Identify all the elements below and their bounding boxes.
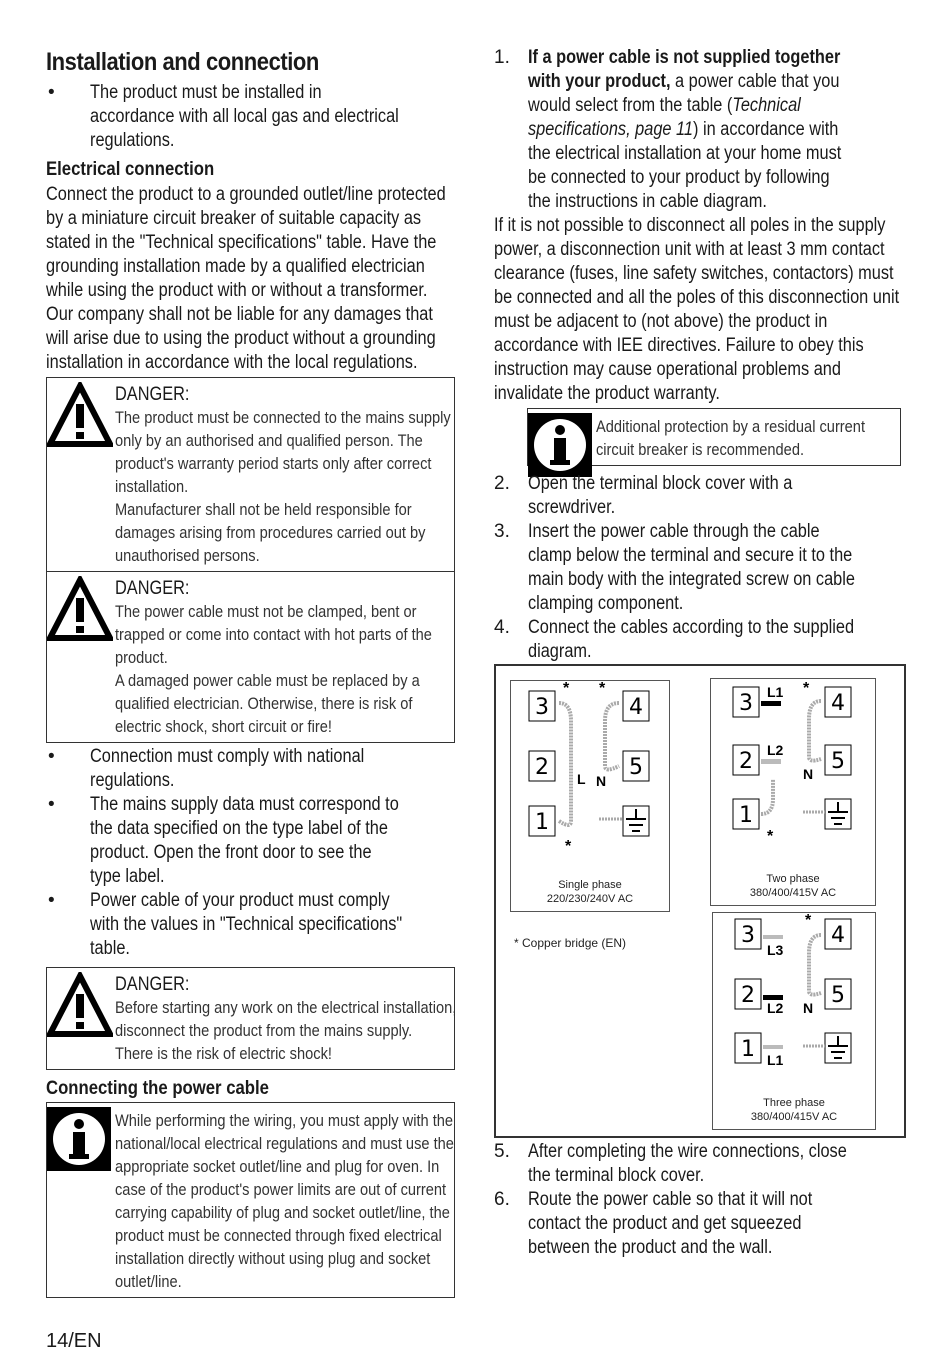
three-phase-panel bbox=[712, 912, 876, 1130]
warning-icon bbox=[47, 576, 113, 647]
caption: Three phase bbox=[763, 1097, 825, 1109]
svg-text:3: 3 bbox=[741, 923, 755, 948]
svg-text:5: 5 bbox=[831, 749, 845, 774]
page-number: 14/EN bbox=[46, 1330, 102, 1352]
warning-icon bbox=[47, 382, 113, 453]
bullet-item: • The product must be installed in accordance with all local gas and electrical regulations. bbox=[48, 82, 399, 151]
svg-text:1: 1 bbox=[741, 1037, 755, 1062]
bullet-item: • Connection must comply with national regulations. bbox=[48, 746, 365, 791]
danger-heading: DANGER: bbox=[115, 578, 190, 599]
danger-text: A damaged power cable must be replaced by a qualified electrician. Otherwise, there is risk of electric shock, short circuit or fire! bbox=[115, 671, 420, 736]
svg-text:L1: L1 bbox=[767, 1052, 784, 1068]
copper-bridge-star: * bbox=[565, 838, 572, 855]
svg-text:L2: L2 bbox=[767, 1000, 784, 1016]
caption: 380/400/415V AC bbox=[750, 1111, 838, 1123]
caption: 220/230/240V AC bbox=[546, 893, 634, 905]
terminal-2-label: 2 bbox=[535, 755, 549, 780]
bullet-item: • The mains supply data must correspond to the data specified on the type label of the product. Open the front door to see the type label. bbox=[48, 794, 399, 887]
danger-box-2 bbox=[46, 572, 455, 743]
step-item: 2. Open the terminal block cover with a screwdriver. bbox=[494, 473, 793, 518]
info-text: Additional protection by a residual current circuit breaker is recommended. bbox=[596, 417, 866, 459]
three-phase-terminal-diagram bbox=[713, 913, 875, 1103]
danger-text: Before starting any work on the electrical installation, disconnect the product from the mains supply. bbox=[115, 998, 457, 1040]
svg-text:4: 4 bbox=[831, 923, 845, 948]
electrical-text: Connect the product to a grounded outlet/line protected by a miniature circuit breaker of suitable capacity as stated in the "Technical specifications" table. Have the grounding installation made by a qualified electrician while using the product with or without a transformer. Our company shall not be liable for any damages that will arise due to using the product without a grounding installation in accordance with the local regulations. bbox=[46, 184, 446, 373]
step-item: 5. After completing the wire connections, close the terminal block cover. bbox=[494, 1141, 847, 1186]
svg-text:*: * bbox=[767, 828, 774, 845]
power-cable-heading: Connecting the power cable bbox=[46, 1078, 269, 1099]
copper-bridge-star: * bbox=[599, 681, 606, 697]
single-phase-terminal-diagram bbox=[511, 681, 669, 881]
danger-text: Manufacturer shall not be held responsible for damages arising from procedures carried out by unauthorised persons. bbox=[115, 500, 426, 565]
danger-box-3 bbox=[46, 967, 455, 1070]
info-box-1 bbox=[46, 1102, 455, 1298]
danger-text: The product must be connected to the mains supply only by an authorised and qualified person. The product's warranty period starts only after correct installation. bbox=[115, 408, 451, 496]
terminal-5-label: 5 bbox=[629, 755, 643, 780]
svg-text:2: 2 bbox=[741, 983, 755, 1008]
step-bold: If a power cable is not supplied together with your product, bbox=[528, 47, 841, 92]
wiring-diagram bbox=[494, 664, 906, 1138]
svg-text:2: 2 bbox=[739, 749, 753, 774]
right-column bbox=[494, 46, 910, 1260]
copper-bridge-star: * bbox=[563, 681, 570, 697]
svg-text:N: N bbox=[803, 1000, 814, 1016]
bullet-item: • Power cable of your product must comply with the values in "Technical specifications" table. bbox=[48, 890, 403, 959]
disconnect-paragraph: If it is not possible to disconnect all poles in the supply power, a disconnection unit with at least 3 mm contact clearance (fuses, line safety switches, contactors) must be connected and all the poles of this disconnection unit must be adjacent to (not above) the product in accordance with IEE directives. Failure to obey this instruction may cause operational problems and invalidate the product warranty. bbox=[494, 215, 900, 404]
terminal-4-label: 4 bbox=[629, 695, 643, 720]
caption: Single phase bbox=[558, 879, 622, 891]
two-phase-terminal-diagram bbox=[711, 679, 875, 875]
danger-box-1 bbox=[46, 377, 455, 572]
info-box-2 bbox=[527, 408, 901, 466]
svg-text:*: * bbox=[805, 913, 812, 929]
svg-text:L2: L2 bbox=[767, 742, 784, 758]
svg-text:3: 3 bbox=[739, 691, 753, 716]
info-text: While performing the wiring, you must apply with the national/local electrical regulations and must use the appropriate socket outlet/line and plug for oven. In case of the product's power limits are out of current carrying capability of plug and socket outlet/line, the product must be connected through fixed electrical installation directly without using plug and socket outlet/line. bbox=[115, 1111, 454, 1291]
danger-text: The power cable must not be clamped, bent or trapped or come into contact with hot parts of the product. bbox=[115, 602, 432, 667]
svg-text:*: * bbox=[803, 680, 810, 697]
line-label: L bbox=[577, 771, 586, 787]
warning-icon bbox=[47, 972, 113, 1043]
single-phase-panel bbox=[510, 680, 670, 912]
svg-text:L1: L1 bbox=[767, 684, 784, 700]
danger-heading: DANGER: bbox=[115, 974, 190, 995]
step-item: 3. Insert the power cable through the cable clamp below the terminal and secure it to the main body with the integrated screw on cable clamping component. bbox=[494, 521, 855, 614]
info-icon bbox=[47, 1107, 111, 1176]
svg-text:N: N bbox=[803, 766, 814, 782]
danger-text: There is the risk of electric shock! bbox=[115, 1044, 332, 1063]
svg-text:5: 5 bbox=[831, 983, 845, 1008]
copper-bridge-note: * Copper bridge (EN) bbox=[514, 936, 627, 950]
svg-text:4: 4 bbox=[831, 691, 845, 716]
svg-text:L3: L3 bbox=[767, 942, 784, 958]
step-item: 6. Route the power cable so that it will not contact the product and get squeezed between the product and the wall. bbox=[494, 1189, 813, 1258]
left-column bbox=[46, 42, 456, 1298]
neutral-label: N bbox=[596, 773, 607, 789]
caption: 380/400/415V AC bbox=[749, 887, 837, 899]
electrical-heading: Electrical connection bbox=[46, 159, 215, 180]
step-item: 1. If a power cable is not supplied together with your product, a power cable that you would select from the table (Technical specifications, page 11) in accordance with the electrical installation at your home must be connected to your product by following the instructions in cable diagram. bbox=[494, 47, 842, 212]
step-item: 4. Connect the cables according to the supplied diagram. bbox=[494, 617, 855, 662]
ground-symbol bbox=[599, 806, 649, 836]
section-title: Installation and connection bbox=[46, 48, 319, 76]
danger-heading: DANGER: bbox=[115, 384, 190, 405]
terminal-3-label: 3 bbox=[535, 695, 549, 720]
two-phase-panel bbox=[710, 678, 876, 906]
svg-text:1: 1 bbox=[739, 803, 753, 828]
caption: Two phase bbox=[766, 873, 820, 885]
terminal-1-label: 1 bbox=[535, 810, 549, 835]
